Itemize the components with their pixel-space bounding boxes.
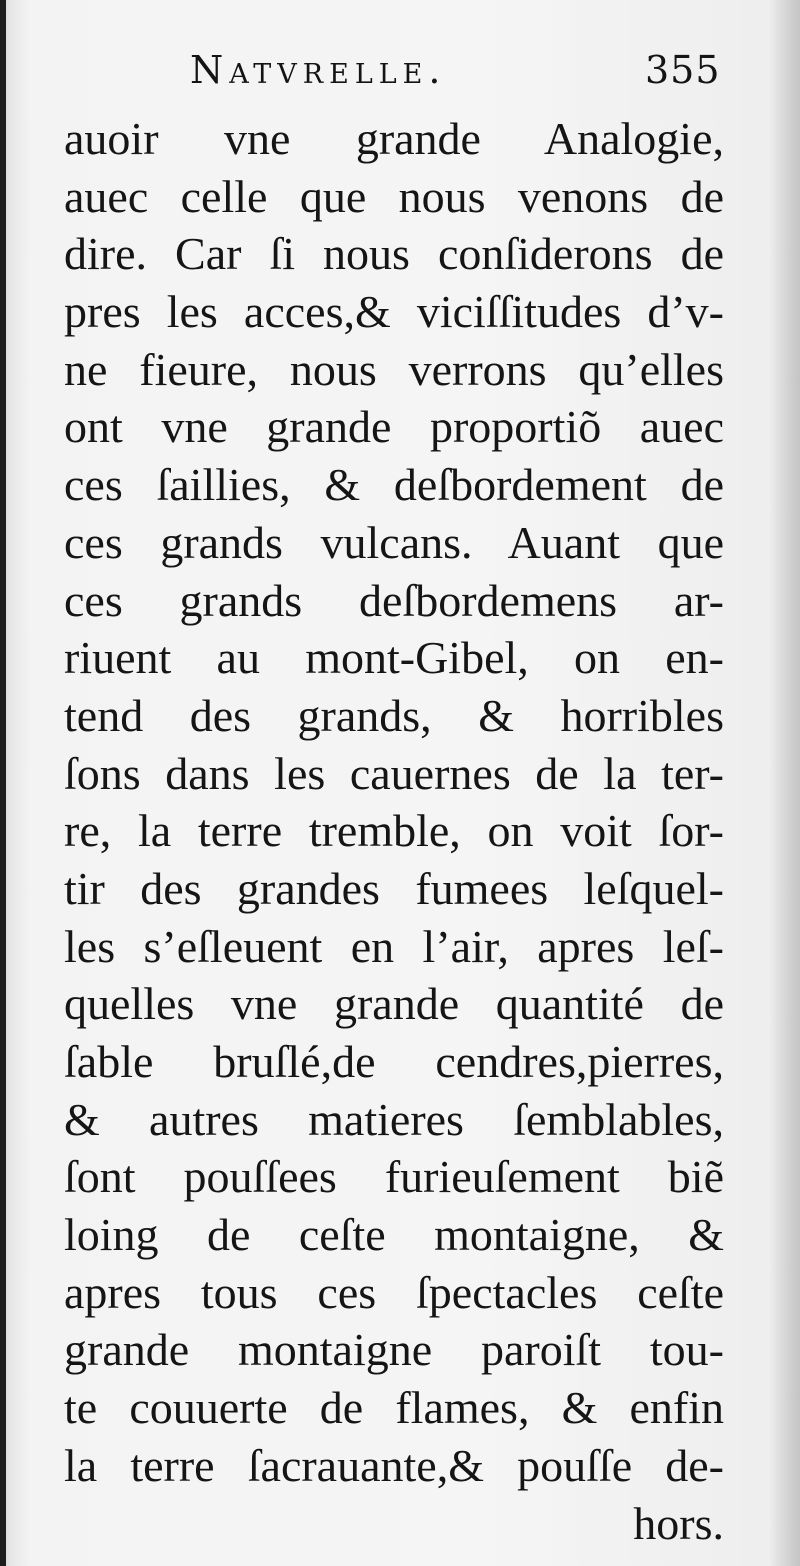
text-line: tir des grandes fumees leſquel-	[64, 862, 724, 914]
running-head	[190, 40, 721, 100]
text-line: loing de ceſte montaigne, &	[64, 1209, 724, 1261]
text-line: ſable bruſlé,de cendres,pierres,	[64, 1036, 724, 1087]
text-line: dire. Car ſi nous conſiderons de	[64, 228, 724, 280]
text-line: ſont pouſſees furieuſement biẽ	[64, 1151, 724, 1203]
text-line: & autres matieres ſemblables,	[64, 1093, 724, 1145]
text-line: ces grands vulcans. Auant que	[64, 516, 724, 568]
text-line: re, la terre tremble, on voit ſor-	[64, 805, 724, 857]
text-line: ne fieure, nous verrons qu’elles	[64, 343, 724, 395]
text-line: riuent au mont-Gibel, on en-	[64, 632, 724, 684]
page-number: 355	[645, 48, 721, 92]
text-line: auoir vne grande Analogie,	[64, 113, 724, 164]
text-line: apres tous ces ſpectacles ceſte	[64, 1266, 724, 1318]
text-line: ſons dans les cauernes de la ter-	[64, 747, 724, 799]
page-edge-shadow	[770, 0, 800, 1566]
text-line: pres les acces,& viciſſitudes d’v-	[64, 286, 724, 338]
text-line: la terre ſacrauante,& pouſſe de-	[64, 1439, 724, 1491]
text-line: tend des grands, & horribles	[64, 689, 724, 741]
text-line-final: hors.	[633, 1497, 724, 1549]
text-line: ces ſaillies, & deſbordement de	[64, 459, 724, 511]
text-line: les s’eſleuent en l’air, apres leſ-	[64, 920, 724, 972]
text-line: quelles vne grande quantité de	[64, 978, 724, 1030]
text-line: te couuerte de flames, & enfin	[64, 1382, 724, 1434]
text-line: auec celle que nous venons de	[64, 170, 724, 222]
page-gutter-edge	[0, 0, 6, 1566]
body-text	[64, 110, 724, 1552]
text-line: ces grands deſbordemens ar-	[64, 574, 724, 626]
text-line: grande montaigne paroiſt tou-	[64, 1324, 724, 1376]
text-line: ont vne grande proportiõ auec	[64, 401, 724, 453]
running-title: Natvrelle.	[190, 48, 447, 92]
